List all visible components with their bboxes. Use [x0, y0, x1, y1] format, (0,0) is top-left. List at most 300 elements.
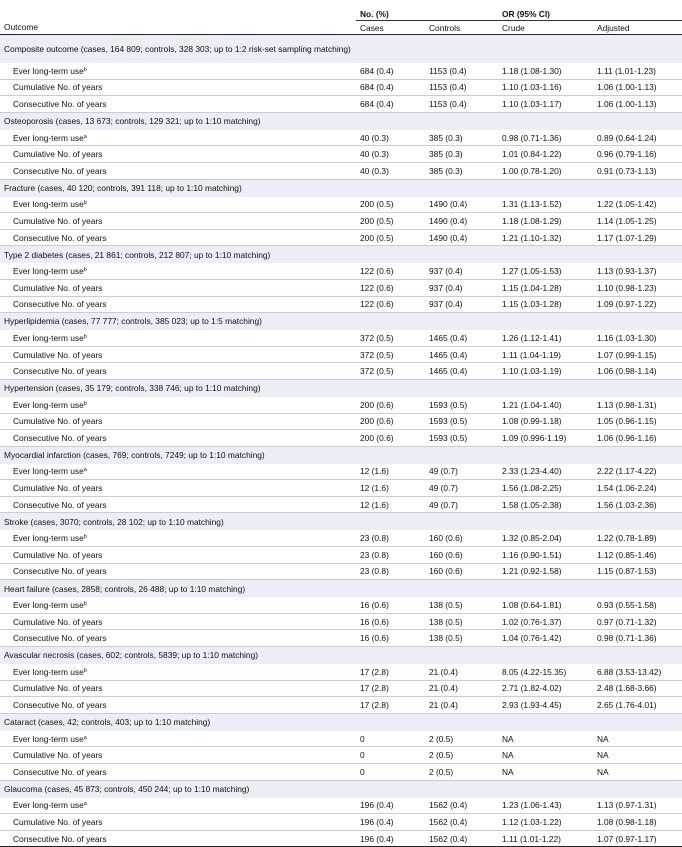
- group-title: Myocardial infarction (cases, 769; controls, 7249; up to 1:10 matching): [0, 446, 682, 464]
- footnote-marker: b: [83, 667, 87, 674]
- row-label-cell: [0, 430, 356, 447]
- cell-cases: 200 (0.6): [356, 413, 425, 430]
- cell-adjusted: 1.06 (1.00-1.13): [593, 96, 682, 113]
- table-row: [0, 279, 682, 296]
- cell-cases: 17 (2.8): [356, 697, 425, 714]
- cell-adjusted: 1.54 (1.06-2.24): [593, 480, 682, 497]
- group-title: Cataract (cases, 42; controls, 403; up to 1:10 matching): [0, 713, 682, 731]
- cell-controls: 937 (0.4): [425, 263, 498, 279]
- row-label: Consecutive No. of years: [13, 299, 107, 310]
- cell-adjusted: NA: [593, 764, 682, 781]
- table-row: [0, 296, 682, 313]
- row-label: Ever long-term use: [13, 533, 84, 544]
- cell-controls: 21 (0.4): [425, 697, 498, 714]
- group-title: Fracture (cases, 40 120; controls, 391 118; up to 1:10 matching): [0, 179, 682, 197]
- cell-cases: 122 (0.6): [356, 263, 425, 279]
- cell-crude: 1.15 (1.03-1.28): [498, 296, 593, 313]
- row-label: Ever long-term use: [13, 800, 84, 811]
- row-label-cell: [0, 330, 356, 346]
- row-label-cell: [0, 764, 356, 781]
- cell-controls: 2 (0.5): [425, 764, 498, 781]
- cell-cases: 196 (0.4): [356, 798, 425, 814]
- row-label: Consecutive No. of years: [13, 633, 107, 644]
- cell-controls: 937 (0.4): [425, 279, 498, 296]
- cell-crude: 2.93 (1.93-4.45): [498, 697, 593, 714]
- cell-controls: 138 (0.5): [425, 597, 498, 613]
- row-label-cell: [0, 363, 356, 380]
- table-row: [0, 397, 682, 413]
- cell-adjusted: 1.05 (0.96-1.15): [593, 413, 682, 430]
- row-label: Cumulative No. of years: [13, 616, 103, 627]
- cell-adjusted: 1.06 (0.98-1.14): [593, 363, 682, 380]
- cell-crude: 1.21 (1.10-1.32): [498, 229, 593, 246]
- group-row: [0, 35, 682, 64]
- table-row: [0, 630, 682, 647]
- table-row: [0, 346, 682, 363]
- cell-adjusted: 0.89 (0.64-1.24): [593, 130, 682, 146]
- cell-controls: 1593 (0.5): [425, 413, 498, 430]
- cell-cases: 684 (0.4): [356, 79, 425, 96]
- cell-cases: 196 (0.4): [356, 830, 425, 847]
- table-row: [0, 664, 682, 680]
- cell-controls: 1490 (0.4): [425, 213, 498, 230]
- cell-adjusted: 1.10 (0.98-1.23): [593, 279, 682, 296]
- group-title: Glaucoma (cases, 45 873; controls, 450 244; up to 1:10 matching): [0, 780, 682, 798]
- cell-controls: 49 (0.7): [425, 496, 498, 513]
- cell-controls: 1153 (0.4): [425, 63, 498, 79]
- cell-cases: 12 (1.6): [356, 496, 425, 513]
- row-label: Consecutive No. of years: [13, 165, 107, 176]
- table-row: [0, 798, 682, 814]
- cell-adjusted: 1.08 (0.98-1.18): [593, 814, 682, 831]
- cell-cases: 200 (0.6): [356, 397, 425, 413]
- cell-controls: 1490 (0.4): [425, 229, 498, 246]
- group-row: [0, 713, 682, 731]
- table-row: [0, 263, 682, 279]
- row-label-cell: [0, 79, 356, 96]
- cell-crude: 1.31 (1.13-1.52): [498, 197, 593, 213]
- cell-crude: 0.98 (0.71-1.36): [498, 130, 593, 146]
- table-row: [0, 146, 682, 163]
- table-row: [0, 480, 682, 497]
- cell-cases: 23 (0.8): [356, 547, 425, 564]
- cell-cases: 23 (0.8): [356, 530, 425, 546]
- header-no-percent: No. (%): [356, 4, 498, 21]
- cell-cases: 200 (0.5): [356, 197, 425, 213]
- cell-cases: 684 (0.4): [356, 63, 425, 79]
- row-label-cell: [0, 747, 356, 764]
- row-label-cell: [0, 731, 356, 747]
- cell-controls: 385 (0.3): [425, 146, 498, 163]
- row-label-cell: [0, 496, 356, 513]
- table-row: [0, 197, 682, 213]
- row-label: Consecutive No. of years: [13, 499, 107, 510]
- row-label: Ever long-term use: [13, 332, 84, 343]
- cell-cases: 12 (1.6): [356, 464, 425, 480]
- row-label: Cumulative No. of years: [13, 215, 103, 226]
- header-outcome: Outcome: [0, 21, 356, 35]
- table-row: [0, 130, 682, 146]
- cell-adjusted: NA: [593, 731, 682, 747]
- table-row: [0, 613, 682, 630]
- table-row: [0, 79, 682, 96]
- cell-controls: 1153 (0.4): [425, 96, 498, 113]
- table-row: [0, 213, 682, 230]
- cell-cases: 372 (0.5): [356, 346, 425, 363]
- cell-cases: 372 (0.5): [356, 330, 425, 346]
- cell-cases: 196 (0.4): [356, 814, 425, 831]
- cell-controls: 1562 (0.4): [425, 814, 498, 831]
- row-label: Ever long-term use: [13, 132, 84, 143]
- row-label-cell: [0, 263, 356, 279]
- group-title: Stroke (cases, 3070; controls, 28 102; up to 1:10 matching): [0, 513, 682, 531]
- footnote-marker: b: [83, 66, 87, 73]
- cell-adjusted: 0.91 (0.73-1.13): [593, 162, 682, 179]
- cell-adjusted: 1.13 (0.98-1.31): [593, 397, 682, 413]
- table-row: [0, 363, 682, 380]
- row-label-cell: [0, 213, 356, 230]
- table-row: [0, 747, 682, 764]
- footnote-marker: b: [83, 267, 87, 274]
- group-row: [0, 313, 682, 331]
- table-body: [0, 35, 682, 847]
- cell-cases: 200 (0.6): [356, 430, 425, 447]
- row-label: Consecutive No. of years: [13, 566, 107, 577]
- cell-controls: 49 (0.7): [425, 464, 498, 480]
- row-label: Cumulative No. of years: [13, 549, 103, 560]
- header-cases: Cases: [356, 21, 425, 35]
- cell-crude: 1.23 (1.06-1.43): [498, 798, 593, 814]
- row-label: Cumulative No. of years: [13, 750, 103, 761]
- cell-adjusted: 1.56 (1.03-2.36): [593, 496, 682, 513]
- row-label: Cumulative No. of years: [13, 483, 103, 494]
- cell-adjusted: 0.93 (0.55-1.58): [593, 597, 682, 613]
- cell-cases: 12 (1.6): [356, 480, 425, 497]
- row-label: Cumulative No. of years: [13, 282, 103, 293]
- cell-adjusted: 2.48 (1.68-3.66): [593, 680, 682, 697]
- row-label: Cumulative No. of years: [13, 82, 103, 93]
- cell-adjusted: 1.15 (0.87-1.53): [593, 563, 682, 580]
- cell-crude: NA: [498, 747, 593, 764]
- row-label-cell: [0, 130, 356, 146]
- footnote-marker: a: [83, 734, 87, 741]
- row-label-cell: [0, 63, 356, 79]
- cell-controls: 1465 (0.4): [425, 363, 498, 380]
- cell-controls: 1465 (0.4): [425, 330, 498, 346]
- cell-crude: 1.04 (0.76-1.42): [498, 630, 593, 647]
- row-label-cell: [0, 798, 356, 814]
- row-label-cell: [0, 296, 356, 313]
- cell-adjusted: 1.11 (1.01-1.23): [593, 63, 682, 79]
- cell-cases: 684 (0.4): [356, 96, 425, 113]
- table-row: [0, 563, 682, 580]
- group-row: [0, 112, 682, 130]
- table-row: [0, 731, 682, 747]
- cell-cases: 200 (0.5): [356, 229, 425, 246]
- cell-crude: 1.10 (1.03-1.16): [498, 79, 593, 96]
- cell-controls: 2 (0.5): [425, 747, 498, 764]
- cell-crude: NA: [498, 731, 593, 747]
- row-label-cell: [0, 146, 356, 163]
- footnote-marker: a: [83, 801, 87, 808]
- header-blank: [0, 4, 356, 21]
- table-row: [0, 330, 682, 346]
- row-label-cell: [0, 464, 356, 480]
- cell-crude: 2.33 (1.23-4.40): [498, 464, 593, 480]
- group-row: [0, 647, 682, 665]
- cell-adjusted: 1.06 (0.96-1.16): [593, 430, 682, 447]
- group-title: Osteoporosis (cases, 13 673; controls, 129 321; up to 1:10 matching): [0, 112, 682, 130]
- row-label-cell: [0, 547, 356, 564]
- cell-crude: 1.02 (0.76-1.37): [498, 613, 593, 630]
- table-row: [0, 229, 682, 246]
- cell-cases: 122 (0.6): [356, 279, 425, 296]
- row-label: Cumulative No. of years: [13, 816, 103, 827]
- table-row: [0, 413, 682, 430]
- row-label-cell: [0, 664, 356, 680]
- cell-controls: 2 (0.5): [425, 731, 498, 747]
- cell-controls: 49 (0.7): [425, 480, 498, 497]
- cell-controls: 1593 (0.5): [425, 430, 498, 447]
- table-row: [0, 680, 682, 697]
- header-controls: Controls: [425, 21, 498, 35]
- cell-cases: 17 (2.8): [356, 680, 425, 697]
- cell-crude: 1.01 (0.84-1.22): [498, 146, 593, 163]
- row-label: Consecutive No. of years: [13, 833, 107, 844]
- cell-cases: 16 (0.6): [356, 597, 425, 613]
- group-title: Hypertension (cases, 35 179; controls, 338 746; up to 1:10 matching): [0, 379, 682, 397]
- row-label: Ever long-term use: [13, 266, 84, 277]
- cell-adjusted: 1.09 (0.97-1.22): [593, 296, 682, 313]
- row-label-cell: [0, 279, 356, 296]
- row-label-cell: [0, 413, 356, 430]
- group-title: Hyperlipidemia (cases, 77 777; controls, 385 023; up to 1:5 matching): [0, 313, 682, 331]
- cell-crude: 1.10 (1.03-1.19): [498, 363, 593, 380]
- row-label: Cumulative No. of years: [13, 149, 103, 160]
- row-label: Consecutive No. of years: [13, 766, 107, 777]
- cell-adjusted: NA: [593, 747, 682, 764]
- group-row: [0, 513, 682, 531]
- row-label: Ever long-term use: [13, 466, 84, 477]
- row-label-cell: [0, 814, 356, 831]
- cell-controls: 1562 (0.4): [425, 798, 498, 814]
- row-label-cell: [0, 613, 356, 630]
- cell-crude: 1.10 (1.03-1.17): [498, 96, 593, 113]
- cell-crude: 1.58 (1.05-2.38): [498, 496, 593, 513]
- table-row: [0, 430, 682, 447]
- table-row: [0, 814, 682, 831]
- cell-crude: 2.71 (1.82-4.02): [498, 680, 593, 697]
- row-label: Consecutive No. of years: [13, 432, 107, 443]
- cell-controls: 1465 (0.4): [425, 346, 498, 363]
- cell-crude: 1.21 (0.92-1.58): [498, 563, 593, 580]
- row-label: Cumulative No. of years: [13, 683, 103, 694]
- cell-cases: 40 (0.3): [356, 146, 425, 163]
- cell-cases: 16 (0.6): [356, 630, 425, 647]
- cell-adjusted: 1.22 (0.78-1.89): [593, 530, 682, 546]
- row-label-cell: [0, 197, 356, 213]
- row-label: Consecutive No. of years: [13, 700, 107, 711]
- row-label: Cumulative No. of years: [13, 416, 103, 427]
- table-row: [0, 597, 682, 613]
- row-label-cell: [0, 563, 356, 580]
- table-row: [0, 764, 682, 781]
- cell-adjusted: 0.98 (0.71-1.36): [593, 630, 682, 647]
- cell-crude: 1.11 (1.04-1.19): [498, 346, 593, 363]
- cell-adjusted: 2.22 (1.17-4.22): [593, 464, 682, 480]
- outcomes-table: [0, 4, 682, 847]
- cell-controls: 1562 (0.4): [425, 830, 498, 847]
- footnote-marker: b: [83, 601, 87, 608]
- cell-cases: 372 (0.5): [356, 363, 425, 380]
- table-row: [0, 464, 682, 480]
- row-label: Ever long-term use: [13, 600, 84, 611]
- cell-crude: 1.08 (0.64-1.81): [498, 597, 593, 613]
- group-row: [0, 446, 682, 464]
- row-label: Ever long-term use: [13, 399, 84, 410]
- row-label-cell: [0, 530, 356, 546]
- row-label: Ever long-term use: [13, 65, 84, 76]
- table-row: [0, 830, 682, 847]
- table-row: [0, 697, 682, 714]
- row-label-cell: [0, 162, 356, 179]
- cell-adjusted: 1.13 (0.97-1.31): [593, 798, 682, 814]
- cell-controls: 21 (0.4): [425, 664, 498, 680]
- cell-adjusted: 1.13 (0.93-1.37): [593, 263, 682, 279]
- row-label-cell: [0, 680, 356, 697]
- cell-adjusted: 6.88 (3.53-13.42): [593, 664, 682, 680]
- cell-adjusted: 1.22 (1.05-1.42): [593, 197, 682, 213]
- cell-adjusted: 1.07 (0.97-1.17): [593, 830, 682, 847]
- cell-cases: 0: [356, 747, 425, 764]
- cell-crude: 1.21 (1.04-1.40): [498, 397, 593, 413]
- row-label: Ever long-term use: [13, 199, 84, 210]
- cell-controls: 138 (0.5): [425, 613, 498, 630]
- cell-cases: 122 (0.6): [356, 296, 425, 313]
- row-label-cell: [0, 697, 356, 714]
- cell-crude: 1.18 (1.08-1.30): [498, 63, 593, 79]
- group-title: Heart failure (cases, 2858; controls, 26 488; up to 1:10 matching): [0, 580, 682, 598]
- header-adjusted: Adjusted: [593, 21, 682, 35]
- cell-controls: 21 (0.4): [425, 680, 498, 697]
- cell-controls: 160 (0.6): [425, 547, 498, 564]
- row-label-cell: [0, 630, 356, 647]
- group-title: Avascular necrosis (cases, 602; controls, 5839; up to 1:10 matching): [0, 647, 682, 665]
- row-label: Ever long-term use: [13, 666, 84, 677]
- cell-adjusted: 1.17 (1.07-1.29): [593, 229, 682, 246]
- cell-crude: 1.12 (1.03-1.22): [498, 814, 593, 831]
- table-row: [0, 162, 682, 179]
- table-row: [0, 96, 682, 113]
- cell-crude: 1.09 (0.996-1.19): [498, 430, 593, 447]
- cell-controls: 138 (0.5): [425, 630, 498, 647]
- cell-cases: 17 (2.8): [356, 664, 425, 680]
- cell-adjusted: 1.16 (1.03-1.30): [593, 330, 682, 346]
- cell-crude: 1.15 (1.04-1.28): [498, 279, 593, 296]
- cell-controls: 160 (0.6): [425, 530, 498, 546]
- header-row-bottom: [0, 21, 682, 35]
- table-row: [0, 547, 682, 564]
- cell-adjusted: 1.14 (1.05-1.25): [593, 213, 682, 230]
- footnote-marker: a: [83, 467, 87, 474]
- cell-controls: 385 (0.3): [425, 162, 498, 179]
- cell-cases: 40 (0.3): [356, 162, 425, 179]
- cell-cases: 23 (0.8): [356, 563, 425, 580]
- footnote-marker: b: [83, 534, 87, 541]
- cell-controls: 385 (0.3): [425, 130, 498, 146]
- cell-cases: 0: [356, 764, 425, 781]
- row-label: Cumulative No. of years: [13, 349, 103, 360]
- cell-adjusted: 0.96 (0.79-1.16): [593, 146, 682, 163]
- cell-cases: 40 (0.3): [356, 130, 425, 146]
- group-row: [0, 780, 682, 798]
- row-label-cell: [0, 397, 356, 413]
- cell-crude: 1.00 (0.78-1.20): [498, 162, 593, 179]
- cell-crude: 1.26 (1.12-1.41): [498, 330, 593, 346]
- header-or-ci: OR (95% CI): [498, 4, 682, 21]
- row-label-cell: [0, 597, 356, 613]
- cell-cases: 200 (0.5): [356, 213, 425, 230]
- cell-controls: 160 (0.6): [425, 563, 498, 580]
- footnote-marker: b: [83, 400, 87, 407]
- row-label-cell: [0, 480, 356, 497]
- cell-crude: 1.27 (1.05-1.53): [498, 263, 593, 279]
- row-label-cell: [0, 229, 356, 246]
- cell-crude: 1.11 (1.01-1.22): [498, 830, 593, 847]
- cell-adjusted: 0.97 (0.71-1.32): [593, 613, 682, 630]
- cell-crude: 1.56 (1.08-2.25): [498, 480, 593, 497]
- group-title: Type 2 diabetes (cases, 21 861; controls, 212 807; up to 1:10 matching): [0, 246, 682, 264]
- row-label-cell: [0, 96, 356, 113]
- cell-crude: NA: [498, 764, 593, 781]
- row-label: Consecutive No. of years: [13, 98, 107, 109]
- cell-crude: 1.18 (1.08-1.29): [498, 213, 593, 230]
- cell-adjusted: 1.07 (0.99-1.15): [593, 346, 682, 363]
- cell-crude: 1.32 (0.85-2.04): [498, 530, 593, 546]
- row-label: Consecutive No. of years: [13, 366, 107, 377]
- cell-crude: 1.08 (0.99-1.18): [498, 413, 593, 430]
- row-label-cell: [0, 346, 356, 363]
- cell-crude: 8.05 (4.22-15.35): [498, 664, 593, 680]
- cell-controls: 937 (0.4): [425, 296, 498, 313]
- group-row: [0, 580, 682, 598]
- header-row-top: [0, 4, 682, 21]
- cell-cases: 16 (0.6): [356, 613, 425, 630]
- group-row: [0, 179, 682, 197]
- cell-controls: 1490 (0.4): [425, 197, 498, 213]
- group-title: Composite outcome (cases, 164 809; controls, 328 303; up to 1:2 risk-set sampling matching): [0, 35, 682, 64]
- table-row: [0, 530, 682, 546]
- footnote-marker: a: [83, 133, 87, 140]
- table-row: [0, 63, 682, 79]
- table-row: [0, 496, 682, 513]
- group-row: [0, 246, 682, 264]
- cell-cases: 0: [356, 731, 425, 747]
- row-label-cell: [0, 830, 356, 847]
- cell-adjusted: 1.12 (0.85-1.46): [593, 547, 682, 564]
- cell-crude: 1.16 (0.90-1.51): [498, 547, 593, 564]
- row-label: Consecutive No. of years: [13, 232, 107, 243]
- header-crude: Crude: [498, 21, 593, 35]
- footnote-marker: b: [83, 333, 87, 340]
- row-label: Ever long-term use: [13, 733, 84, 744]
- cell-controls: 1153 (0.4): [425, 79, 498, 96]
- footnote-marker: b: [83, 200, 87, 207]
- cell-adjusted: 1.06 (1.00-1.13): [593, 79, 682, 96]
- cell-controls: 1593 (0.5): [425, 397, 498, 413]
- group-row: [0, 379, 682, 397]
- cell-adjusted: 2.65 (1.76-4.01): [593, 697, 682, 714]
